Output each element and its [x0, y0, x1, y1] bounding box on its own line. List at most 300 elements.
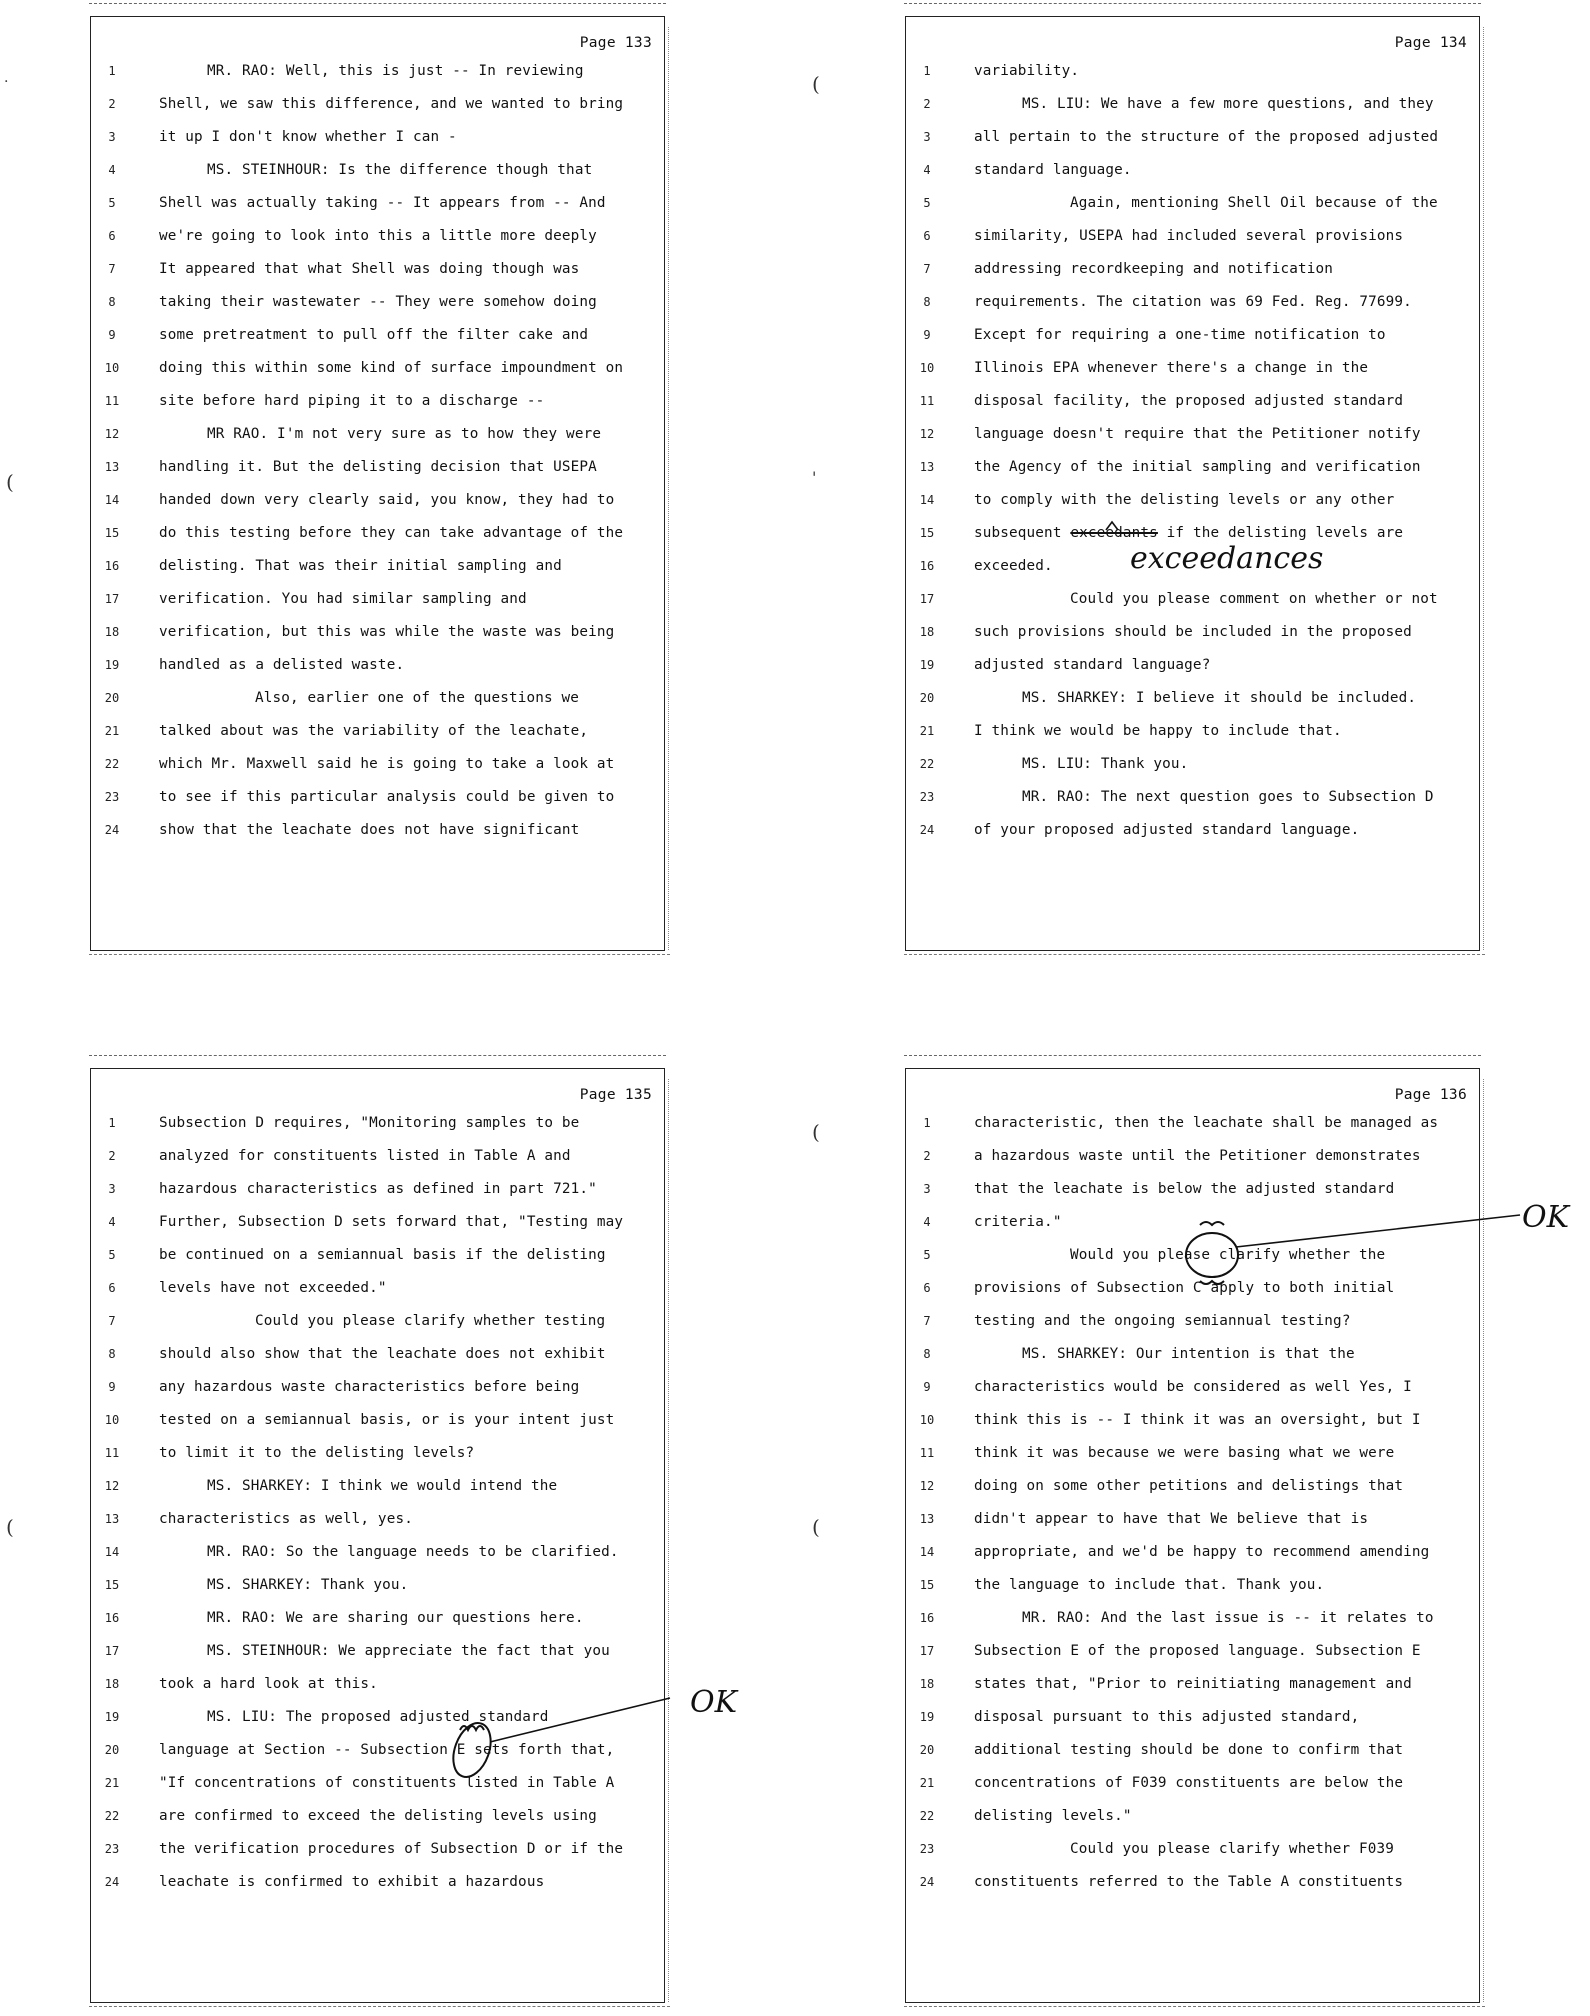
line-number: 17: [104, 592, 120, 606]
transcript-line: [906, 484, 1479, 517]
transcript-line: [906, 1404, 1479, 1437]
line-number: 1: [108, 64, 116, 78]
transcript-line: [906, 1437, 1479, 1470]
handwriting-ok: OK: [1522, 1200, 1570, 1235]
transcript-line: [906, 1470, 1479, 1503]
line-text-main: concentrations of F039 constituents are below the: [974, 1775, 1404, 1791]
line-text-main: Further, Subsection D sets forward that, "Testing may: [159, 1214, 624, 1230]
line-text-main: Could you please clarify whether F039: [1070, 1841, 1395, 1857]
transcript-line: [91, 88, 664, 121]
line-text: [159, 1206, 623, 1239]
line-text: [159, 1635, 610, 1668]
line-text: [974, 1272, 1394, 1305]
line-text: [159, 1569, 408, 1602]
transcript-line: [91, 253, 664, 286]
line-number: 12: [919, 1479, 935, 1493]
page-number: Page 136: [1394, 1087, 1467, 1103]
line-text: [974, 154, 1132, 187]
line-number: 11: [104, 1446, 120, 1460]
transcript-line: [906, 1734, 1479, 1767]
line-text: [159, 1239, 606, 1272]
line-number: 16: [104, 559, 120, 573]
line-text-main: characteristics would be considered as well Yes, I: [974, 1379, 1412, 1395]
line-number: 8: [923, 1347, 931, 1361]
line-number: 12: [919, 427, 935, 441]
transcript-line: [906, 352, 1479, 385]
transcript-line: [91, 1767, 664, 1800]
line-number: 20: [104, 691, 120, 705]
line-text: [974, 1437, 1394, 1470]
transcript-line: [906, 1800, 1479, 1833]
line-text: [159, 1338, 606, 1371]
scan-top-edge: [904, 1055, 1481, 1057]
line-text: [159, 649, 404, 682]
transcript-line: [906, 451, 1479, 484]
line-text: [974, 253, 1333, 286]
transcript-line: [91, 154, 664, 187]
scan-right-edge: [1482, 1079, 1484, 2002]
line-text-main: testing and the ongoing semiannual testing?: [974, 1313, 1351, 1329]
scan-top-edge: [89, 3, 666, 5]
line-number: 17: [919, 592, 935, 606]
line-text-main: variability.: [974, 63, 1080, 79]
transcript-line: [906, 649, 1479, 682]
transcript-line: [91, 1668, 664, 1701]
line-number: 17: [104, 1644, 120, 1658]
line-text-main: exceeded.: [974, 558, 1053, 574]
transcript-line: [906, 1569, 1479, 1602]
line-text-main: Could you please comment on whether or not: [1070, 591, 1438, 607]
line-text-main: MS. LIU: We have a few more questions, and they: [1022, 96, 1434, 112]
line-number: 10: [104, 1413, 120, 1427]
line-number: 17: [919, 1644, 935, 1658]
line-text-main: MS. LIU: The proposed adjusted standard: [207, 1709, 549, 1725]
transcript-line: [91, 1866, 664, 1899]
line-text-main: Shell, we saw this difference, and we wanted to bring: [159, 96, 624, 112]
line-number: 12: [104, 1479, 120, 1493]
line-number: 6: [108, 1281, 116, 1295]
transcript-line: [91, 517, 664, 550]
line-text: [974, 1305, 1351, 1338]
line-text: [974, 748, 1188, 781]
transcript-line: [91, 616, 664, 649]
line-text-main: delisting levels.": [974, 1808, 1132, 1824]
line-number: 20: [919, 1743, 935, 1757]
line-text: [974, 1107, 1438, 1140]
line-number: 13: [919, 1512, 935, 1526]
transcript-line: [906, 1602, 1479, 1635]
line-text: [974, 814, 1359, 847]
line-text: [159, 121, 457, 154]
line-number: 3: [108, 130, 116, 144]
transcript-line: [906, 814, 1479, 847]
line-number: 18: [104, 1677, 120, 1691]
transcript-line: [906, 1272, 1479, 1305]
transcript-line: [91, 715, 664, 748]
line-text: [159, 88, 623, 121]
scan-bottom-edge: [89, 2006, 670, 2008]
line-text: [974, 1206, 1062, 1239]
line-text: [159, 286, 597, 319]
line-text-main: MS. SHARKEY: I believe it should be included.: [1022, 690, 1417, 706]
line-number: 24: [919, 1875, 935, 1889]
line-text: [974, 385, 1403, 418]
scan-margin-mark: (: [812, 72, 820, 96]
line-text: [974, 517, 1403, 550]
line-number: 9: [108, 328, 116, 342]
transcript-line: [91, 550, 664, 583]
line-text: [974, 1503, 1368, 1536]
scan-bottom-edge: [904, 2006, 1485, 2008]
transcript-line: [91, 319, 664, 352]
line-text-main: MS. SHARKEY: I think we would intend the: [207, 1478, 558, 1494]
line-number: 22: [104, 1809, 120, 1823]
line-number: 10: [919, 361, 935, 375]
line-text-main: show that the leachate does not have significant: [159, 822, 580, 838]
transcript-line: [91, 1206, 664, 1239]
line-text-main: language doesn't require that the Petitioner notify: [974, 426, 1421, 442]
scan-margin-mark: (: [6, 470, 14, 494]
line-text-main: MS. STEINHOUR: Is the difference though that: [207, 162, 593, 178]
scan-margin-mark: .: [4, 70, 9, 86]
line-text-main: that the leachate is below the adjusted standard: [974, 1181, 1395, 1197]
line-number: 13: [104, 460, 120, 474]
transcript-line: [91, 1107, 664, 1140]
line-text-main: Subsection E of the proposed language. Subsection E: [974, 1643, 1421, 1659]
line-text-main: Would you please clarify whether the: [1070, 1247, 1386, 1263]
line-text: [974, 319, 1386, 352]
transcript-line: [906, 1536, 1479, 1569]
line-text: [159, 484, 614, 517]
line-text-main: levels have not exceeded.": [159, 1280, 387, 1296]
line-text-main: site before hard piping it to a discharge --: [159, 393, 545, 409]
line-number: 15: [919, 526, 935, 540]
transcript-line: [91, 781, 664, 814]
line-text: [974, 286, 1412, 319]
line-text: [159, 1173, 597, 1206]
line-text: [159, 517, 623, 550]
line-text-main: subsequent: [974, 525, 1062, 541]
line-text: [974, 187, 1438, 220]
transcript-line: [91, 1602, 664, 1635]
line-text: [974, 1635, 1421, 1668]
line-text: [974, 1602, 1434, 1635]
line-text: [159, 253, 579, 286]
line-text: [974, 1140, 1421, 1173]
line-text-main: characteristic, then the leachate shall be managed as: [974, 1115, 1439, 1131]
line-text-main: hazardous characteristics as defined in part 721.": [159, 1181, 597, 1197]
transcript-line: [91, 385, 664, 418]
line-text-main: do this testing before they can take advantage of the: [159, 525, 624, 541]
line-text: [974, 1866, 1403, 1899]
line-text-main: leachate is confirmed to exhibit a hazardous: [159, 1874, 545, 1890]
line-number: 22: [919, 757, 935, 771]
line-number: 16: [104, 1611, 120, 1625]
line-number: 1: [923, 1116, 931, 1130]
line-text: [974, 550, 1053, 583]
line-text-main: are confirmed to exceed the delisting levels using: [159, 1808, 597, 1824]
transcript-line: [906, 1206, 1479, 1239]
line-text-main: some pretreatment to pull off the filter cake and: [159, 327, 589, 343]
scan-top-edge: [904, 3, 1481, 5]
transcript-line: [906, 286, 1479, 319]
line-number: 14: [104, 493, 120, 507]
scan-right-edge: [667, 1079, 669, 2002]
line-number: 11: [104, 394, 120, 408]
line-text: [159, 1536, 619, 1569]
line-number: 8: [108, 1347, 116, 1361]
line-number: 24: [919, 823, 935, 837]
line-text: [159, 1371, 579, 1404]
transcript-lines: [91, 1107, 664, 1899]
line-text-main: to limit it to the delisting levels?: [159, 1445, 475, 1461]
line-number: 3: [108, 1182, 116, 1196]
line-number: 18: [104, 625, 120, 639]
line-text-main: MR RAO. I'm not very sure as to how they were: [207, 426, 602, 442]
transcript-line: [91, 187, 664, 220]
transcript-line: [906, 748, 1479, 781]
line-text-main: characteristics as well, yes.: [159, 1511, 413, 1527]
line-text-main: Illinois EPA whenever there's a change in the: [974, 360, 1369, 376]
transcript-line: [91, 418, 664, 451]
line-number: 2: [108, 1149, 116, 1163]
line-text: [159, 616, 614, 649]
line-number: 15: [104, 526, 120, 540]
line-text: [974, 418, 1421, 451]
line-text: [159, 583, 527, 616]
line-number: 4: [108, 163, 116, 177]
line-text-main: of your proposed adjusted standard language.: [974, 822, 1360, 838]
line-number: 1: [923, 64, 931, 78]
transcript-line: [91, 1503, 664, 1536]
line-number: 6: [108, 229, 116, 243]
transcript-line: [91, 1239, 664, 1272]
line-text: [159, 451, 597, 484]
line-text: [974, 55, 1079, 88]
page-number: Page 133: [579, 35, 652, 51]
transcript-line: [906, 1701, 1479, 1734]
line-text-main: adjusted standard language?: [974, 657, 1211, 673]
line-number: 19: [919, 658, 935, 672]
transcript-line: [91, 1404, 664, 1437]
line-number: 23: [919, 790, 935, 804]
line-text: [159, 319, 588, 352]
line-text-main: MS. SHARKEY: Our intention is that the: [1022, 1346, 1355, 1362]
line-text: [159, 748, 614, 781]
transcript-line: [906, 781, 1479, 814]
line-number: 19: [919, 1710, 935, 1724]
transcript-line: [91, 55, 664, 88]
transcript-line: [906, 1833, 1479, 1866]
line-number: 7: [108, 262, 116, 276]
line-number: 5: [923, 1248, 931, 1262]
transcript-line: [906, 121, 1479, 154]
line-text-main: Subsection D requires, "Monitoring samples to be: [159, 1115, 580, 1131]
line-number: 6: [923, 229, 931, 243]
line-text: [159, 1602, 584, 1635]
transcript-line: [906, 550, 1479, 583]
scan-top-edge: [89, 1055, 666, 1057]
scan-margin-mark: ': [812, 468, 817, 487]
line-text: [974, 1470, 1403, 1503]
line-text: [974, 220, 1403, 253]
line-number: 10: [104, 361, 120, 375]
line-text: [974, 451, 1421, 484]
line-number: 7: [923, 262, 931, 276]
line-text-main: handled as a delisted waste.: [159, 657, 405, 673]
line-number: 14: [919, 493, 935, 507]
line-number: 21: [104, 724, 120, 738]
line-text: [159, 352, 623, 385]
transcript-line: [906, 715, 1479, 748]
line-text-main: additional testing should be done to confirm that: [974, 1742, 1404, 1758]
line-text-main: took a hard look at this.: [159, 1676, 378, 1692]
line-text: [159, 1800, 597, 1833]
line-number: 2: [923, 97, 931, 111]
line-number: 5: [108, 196, 116, 210]
line-text: [159, 385, 544, 418]
line-text: [159, 1107, 579, 1140]
transcript-line: [906, 1668, 1479, 1701]
scan-margin-mark: (: [812, 1515, 820, 1539]
line-text: [974, 715, 1342, 748]
line-text: [159, 1668, 378, 1701]
transcript-line: [91, 1338, 664, 1371]
line-number: 10: [919, 1413, 935, 1427]
line-text-main: think this is -- I think it was an oversight, but I: [974, 1412, 1421, 1428]
line-text: [159, 1833, 623, 1866]
line-text-main: language at Section -- Subsection E sets forth that,: [159, 1742, 615, 1758]
line-text: [974, 1734, 1403, 1767]
line-text-main: "If concentrations of constituents listed in Table A: [159, 1775, 615, 1791]
transcript-line: [906, 616, 1479, 649]
line-text-main: the language to include that. Thank you.: [974, 1577, 1325, 1593]
scan-margin-mark: (: [812, 1120, 820, 1144]
line-text-main: the Agency of the initial sampling and verification: [974, 459, 1421, 475]
line-number: 14: [919, 1545, 935, 1559]
line-text: [159, 1701, 549, 1734]
transcript-line: [906, 583, 1479, 616]
line-text-main: all pertain to the structure of the proposed adjusted: [974, 129, 1439, 145]
line-text: [974, 88, 1434, 121]
line-number: 13: [919, 460, 935, 474]
line-number: 7: [108, 1314, 116, 1328]
line-text-main: I think we would be happy to include that.: [974, 723, 1342, 739]
line-number: 23: [104, 790, 120, 804]
line-text-main: MR. RAO: Well, this is just -- In reviewing: [207, 63, 584, 79]
transcript-line: [906, 385, 1479, 418]
line-text-main: MS. STEINHOUR: We appreciate the fact that you: [207, 1643, 610, 1659]
transcript-line: [906, 1338, 1479, 1371]
handwriting-exceedances: exceedances: [1130, 541, 1324, 576]
transcript-line: [91, 583, 664, 616]
transcript-line: [91, 1569, 664, 1602]
transcript-line: [91, 1734, 664, 1767]
line-text: [159, 1272, 387, 1305]
line-text: [159, 1866, 544, 1899]
page-number: Page 135: [579, 1087, 652, 1103]
line-text-main: to comply with the delisting levels or any other: [974, 492, 1395, 508]
line-text-main: think it was because we were basing what we were: [974, 1445, 1395, 1461]
line-number: 18: [919, 625, 935, 639]
transcript-line: [91, 1173, 664, 1206]
transcript-line: [91, 1833, 664, 1866]
line-number: 2: [108, 97, 116, 111]
line-text: [159, 1767, 614, 1800]
transcript-line: [91, 1701, 664, 1734]
line-number: 5: [108, 1248, 116, 1262]
line-text-main: handling it. But the delisting decision that USEPA: [159, 459, 597, 475]
line-number: 6: [923, 1281, 931, 1295]
line-number: 11: [919, 1446, 935, 1460]
transcript-lines: [91, 55, 664, 847]
line-text: [974, 682, 1416, 715]
line-number: 20: [919, 691, 935, 705]
transcript-line: [906, 1107, 1479, 1140]
line-number: 16: [919, 1611, 935, 1625]
line-text: [974, 616, 1412, 649]
line-text-main: didn't appear to have that We believe that is: [974, 1511, 1369, 1527]
line-text: [974, 1338, 1355, 1371]
line-text-main: MR. RAO: We are sharing our questions here.: [207, 1610, 584, 1626]
transcript-line: [906, 187, 1479, 220]
line-number: 21: [919, 724, 935, 738]
transcript-line: [91, 649, 664, 682]
line-text-main: constituents referred to the Table A constituents: [974, 1874, 1404, 1890]
line-text: [974, 1701, 1359, 1734]
line-number: 13: [104, 1512, 120, 1526]
line-number: 20: [104, 1743, 120, 1757]
transcript-line: [906, 154, 1479, 187]
line-text: [159, 154, 592, 187]
scan-bottom-edge: [904, 954, 1485, 956]
line-text: [974, 781, 1434, 814]
line-text: [159, 1470, 557, 1503]
scan-right-edge: [667, 27, 669, 950]
line-number: 23: [919, 1842, 935, 1856]
line-text-main: handed down very clearly said, you know, they had to: [159, 492, 615, 508]
line-number: 12: [104, 427, 120, 441]
line-text: [974, 1833, 1394, 1866]
line-text: [159, 1503, 413, 1536]
line-text-main: Shell was actually taking -- It appears from -- And: [159, 195, 606, 211]
line-number: 21: [104, 1776, 120, 1790]
line-text: [159, 1437, 474, 1470]
line-text-main: it up I don't know whether I can -: [159, 129, 457, 145]
struck-word: exceedants: [1070, 525, 1158, 541]
line-text-main: tested on a semiannual basis, or is your intent just: [159, 1412, 615, 1428]
transcript-lines: [906, 55, 1479, 847]
line-number: 9: [923, 328, 931, 342]
line-text-main: to see if this particular analysis could be given to: [159, 789, 615, 805]
line-text-main: provisions of Subsection C apply to both initial: [974, 1280, 1395, 1296]
transcript-line: [91, 1272, 664, 1305]
transcript-line: [91, 1635, 664, 1668]
line-number: 1: [108, 1116, 116, 1130]
line-number: 3: [923, 130, 931, 144]
transcript-page-135: [90, 1068, 665, 2003]
line-text-main: Could you please clarify whether testing: [255, 1313, 606, 1329]
line-text: [974, 484, 1394, 517]
transcript-line: [91, 748, 664, 781]
line-number: 22: [104, 757, 120, 771]
line-text: [974, 1569, 1324, 1602]
line-number: 5: [923, 196, 931, 210]
line-text-main: doing this within some kind of surface impoundment on: [159, 360, 624, 376]
line-text-main: verification, but this was while the waste was being: [159, 624, 615, 640]
line-text: [159, 220, 597, 253]
line-number: 8: [108, 295, 116, 309]
